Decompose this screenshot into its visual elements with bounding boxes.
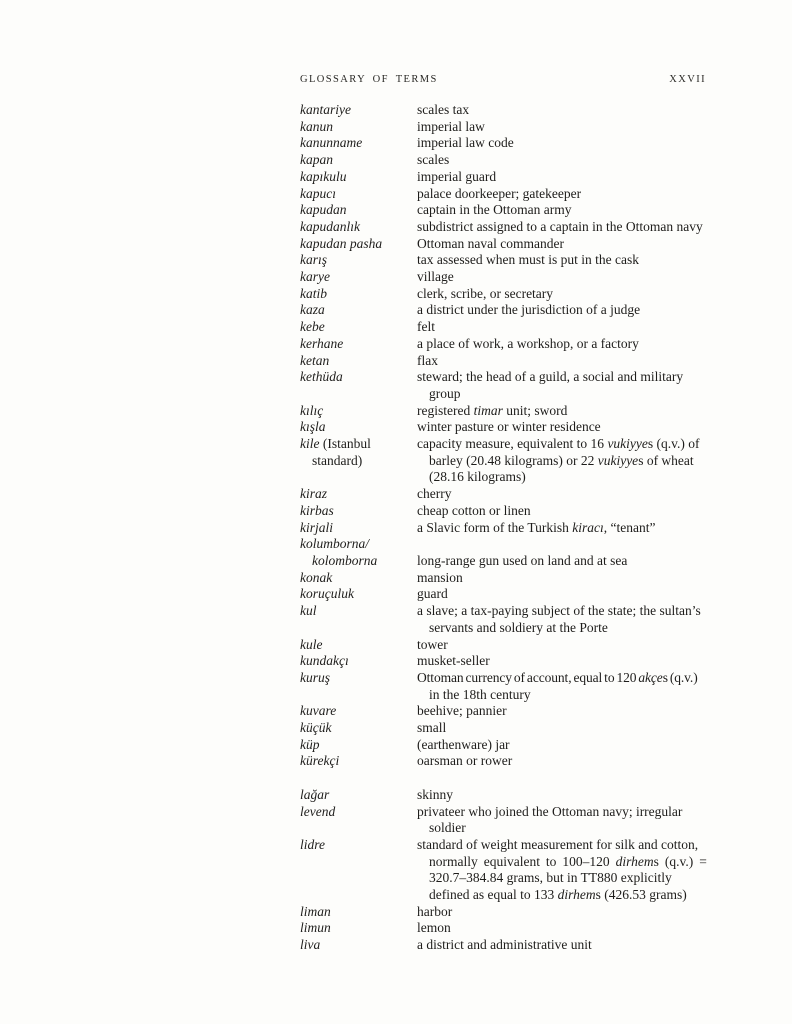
definition-text: village: [417, 269, 454, 285]
glossary-entry: [300, 436, 710, 486]
term-text: kanun: [300, 118, 333, 134]
running-header-title: GLOSSARY OF TERMS: [300, 74, 438, 85]
glossary-entry: [300, 369, 710, 402]
definition-text: mansion: [417, 569, 463, 585]
glossary-definition: [417, 586, 710, 603]
glossary-entry: [300, 637, 710, 654]
glossary-definition: [417, 119, 710, 136]
glossary-entry: [300, 503, 710, 520]
glossary-term: [300, 837, 417, 854]
glossary-term: [300, 436, 417, 469]
glossary-definition: [417, 904, 710, 921]
glossary-definition: [417, 102, 710, 119]
term-text: kundakçı: [300, 653, 349, 669]
glossary-term: [300, 135, 417, 152]
term-text: kaza: [300, 302, 325, 318]
glossary-definition: [417, 419, 710, 436]
definition-text: imperial law: [417, 118, 485, 134]
glossary-term: [300, 353, 417, 370]
glossary-term: [300, 753, 417, 770]
definition-text: small: [417, 720, 447, 736]
glossary-term: [300, 787, 417, 804]
definition-text: imperial guard: [417, 168, 497, 184]
glossary-definition: [417, 336, 710, 353]
definition-text: group: [429, 385, 461, 401]
glossary-entry: [300, 737, 710, 754]
term-text: kürekçi: [300, 753, 340, 769]
glossary-term: [300, 119, 417, 136]
page-number: XXVII: [669, 74, 706, 85]
definition-text: soldier: [429, 820, 466, 836]
glossary-entry: [300, 186, 710, 203]
glossary-term: [300, 937, 417, 954]
glossary-entry: [300, 135, 710, 152]
definition-text: steward; the head of a guild, a social and military: [417, 369, 684, 385]
definition-text: (earthenware) jar: [417, 736, 510, 752]
term-text: kanunname: [300, 135, 363, 151]
term-text: kapudan: [300, 202, 347, 218]
glossary-definition: [417, 353, 710, 370]
glossary-term: [300, 286, 417, 303]
glossary-definition: [417, 169, 710, 186]
definition-text: skinny: [417, 786, 454, 802]
term-text: küçük: [300, 720, 332, 736]
term-text: kerhane: [300, 335, 344, 351]
glossary-entry: [300, 336, 710, 353]
glossary-entry: [300, 653, 710, 670]
definition-text: flax: [417, 352, 438, 368]
glossary-definition: [417, 670, 710, 703]
glossary-definition: [417, 804, 710, 837]
glossary-term: [300, 419, 417, 436]
glossary-term: [300, 369, 417, 386]
glossary-definition: [417, 269, 710, 286]
term-text: kantariye: [300, 102, 351, 117]
glossary-definition: [417, 520, 710, 537]
glossary-definition: [417, 319, 710, 336]
term-text: kebe: [300, 319, 325, 335]
glossary-term: [300, 804, 417, 821]
definition-text: servants and soldiery at the Porte: [429, 619, 608, 635]
term-text: küp: [300, 736, 320, 752]
glossary-definition: [417, 286, 710, 303]
term-text: kirjali: [300, 519, 333, 535]
definition-text: cheap cotton or linen: [417, 502, 531, 518]
glossary-definition: [417, 703, 710, 720]
glossary-definition: [417, 753, 710, 770]
definition-text: scales: [417, 152, 450, 168]
glossary-entry: [300, 152, 710, 169]
glossary-definition: [417, 536, 710, 569]
term-text: liva: [300, 937, 321, 953]
glossary-definition: [417, 236, 710, 253]
glossary-entry: [300, 603, 710, 636]
glossary-term: [300, 920, 417, 937]
term-text: kile (Istanbul: [300, 436, 371, 452]
term-text: kolumborna/: [300, 536, 369, 552]
term-text: liman: [300, 903, 331, 919]
term-text: kiraz: [300, 486, 327, 502]
glossary-term: [300, 670, 417, 687]
glossary-entry: [300, 236, 710, 253]
definition-text: capacity measure, equivalent to 16 vukiyyes (q.v.) of: [417, 436, 700, 452]
glossary-definition: [417, 436, 710, 486]
term-text: kuruş: [300, 669, 330, 685]
glossary-entry: [300, 353, 710, 370]
definition-text: a district and administrative unit: [417, 937, 592, 953]
glossary-entry: [300, 536, 710, 569]
glossary-definition: [417, 837, 710, 904]
definition-text: musket-seller: [417, 653, 490, 669]
definition-text: winter pasture or winter residence: [417, 419, 601, 435]
glossary-term: [300, 720, 417, 737]
definition-text: scales tax: [417, 102, 470, 117]
term-text: katib: [300, 285, 327, 301]
glossary-term: [300, 403, 417, 420]
glossary-term: [300, 269, 417, 286]
definition-text: a Slavic form of the Turkish kiracı, “tenant”: [417, 519, 656, 535]
term-text: kapudan pasha: [300, 235, 383, 251]
glossary-entry: [300, 302, 710, 319]
glossary-entry: [300, 252, 710, 269]
term-text: levend: [300, 803, 336, 819]
glossary-entry: [300, 102, 710, 119]
definition-text: in the 18th century: [429, 686, 531, 702]
glossary-term: [300, 520, 417, 537]
term-text: kolomborna: [312, 552, 378, 568]
glossary-definition: [417, 486, 710, 503]
glossary-term: [300, 737, 417, 754]
glossary-definition: [417, 720, 710, 737]
definition-text: 320.7–384.84 grams, but in TT880 explicitly: [429, 870, 672, 886]
glossary-definition: [417, 653, 710, 670]
glossary-definition: [417, 570, 710, 587]
glossary-definition: [417, 302, 710, 319]
glossary-term: [300, 219, 417, 236]
definition-text: defined as equal to 133 dirhems (426.53 grams): [429, 887, 687, 903]
glossary-definition: [417, 737, 710, 754]
term-text: kapıkulu: [300, 168, 347, 184]
definition-text: standard of weight measurement for silk and cotton,: [417, 836, 699, 852]
glossary-term: [300, 186, 417, 203]
definition-text: a slave; a tax-paying subject of the state; the sultan’s: [417, 603, 701, 619]
glossary-definition: [417, 202, 710, 219]
glossary-entry: [300, 586, 710, 603]
glossary-term: [300, 152, 417, 169]
term-text: kuvare: [300, 703, 337, 719]
glossary-term: [300, 486, 417, 503]
glossary-definition: [417, 503, 710, 520]
glossary-definition: [417, 135, 710, 152]
glossary-entry: [300, 703, 710, 720]
term-text: kapudanlık: [300, 218, 360, 234]
term-text: limun: [300, 920, 331, 936]
glossary-definition: [417, 937, 710, 954]
glossary-definition: [417, 787, 710, 804]
glossary-term: [300, 536, 417, 569]
definition-text: oarsman or rower: [417, 753, 513, 769]
term-text: lağar: [300, 786, 330, 802]
glossary-entry: [300, 286, 710, 303]
glossary-term: [300, 202, 417, 219]
glossary-entry: [300, 904, 710, 921]
definition-text: cherry: [417, 486, 452, 502]
term-text: lidre: [300, 836, 325, 852]
glossary-term: [300, 637, 417, 654]
term-text: koruçuluk: [300, 586, 354, 602]
definition-text: barley (20.48 kilograms) or 22 vukiyyes of wheat: [429, 452, 694, 468]
glossary-definition: [417, 186, 710, 203]
glossary-definition: [417, 637, 710, 654]
glossary-term: [300, 586, 417, 603]
definition-text: (28.16 kilograms): [429, 469, 526, 485]
definition-text: beehive; pannier: [417, 703, 507, 719]
definition-text: tower: [417, 636, 448, 652]
glossary-entry: [300, 570, 710, 587]
glossary-entry: [300, 219, 710, 236]
glossary-entry: [300, 119, 710, 136]
term-text: kışla: [300, 419, 326, 435]
glossary-entry: [300, 269, 710, 286]
glossary-entry: [300, 937, 710, 954]
term-text: kul: [300, 603, 317, 619]
glossary-term: [300, 904, 417, 921]
definition-text: long-range gun used on land and at sea: [417, 552, 628, 568]
definition-text: registered timar unit; sword: [417, 402, 568, 418]
glossary-entry: [300, 920, 710, 937]
glossary-entry: [300, 753, 710, 770]
glossary-term: [300, 336, 417, 353]
glossary-term: [300, 653, 417, 670]
definition-text: guard: [417, 586, 448, 602]
glossary-term: [300, 169, 417, 186]
definition-text: clerk, scribe, or secretary: [417, 285, 554, 301]
glossary-term: [300, 236, 417, 253]
glossary-definition: [417, 252, 710, 269]
glossary-definition: [417, 603, 710, 636]
glossary-entry: [300, 837, 710, 904]
glossary-entry: [300, 720, 710, 737]
glossary-definition: [417, 403, 710, 420]
glossary-definition: [417, 369, 710, 402]
definition-text: lemon: [417, 920, 451, 936]
term-text: kılıç: [300, 402, 324, 418]
glossary-entry: [300, 202, 710, 219]
glossary-term: [300, 503, 417, 520]
glossary-term: [300, 302, 417, 319]
definition-text: captain in the Ottoman army: [417, 202, 572, 218]
glossary-term: [300, 102, 417, 119]
definition-text: Ottoman currency of account, equal to 120 akçes (q.v.): [417, 669, 698, 685]
glossary-entry: [300, 403, 710, 420]
glossary-entry: [300, 520, 710, 537]
glossary-term: [300, 603, 417, 620]
definition-text: a district under the jurisdiction of a judge: [417, 302, 641, 318]
glossary-term: [300, 570, 417, 587]
definition-text: subdistrict assigned to a captain in the Ottoman navy: [417, 218, 703, 234]
term-text: kirbas: [300, 502, 334, 518]
glossary-entry: [300, 319, 710, 336]
term-text: konak: [300, 569, 333, 585]
glossary-entry: [300, 670, 710, 703]
definition-text: imperial law code: [417, 135, 514, 151]
glossary-definition: [417, 920, 710, 937]
running-header: [300, 74, 706, 85]
glossary-entry: [300, 169, 710, 186]
definition-text: harbor: [417, 903, 453, 919]
definition-text: tax assessed when must is put in the cask: [417, 252, 639, 268]
definition-text: palace doorkeeper; gatekeeper: [417, 185, 582, 201]
term-text: kapan: [300, 152, 333, 168]
glossary-entry: [300, 804, 710, 837]
glossary-term: [300, 703, 417, 720]
term-text: ketan: [300, 352, 330, 368]
glossary-entry: [300, 486, 710, 503]
definition-text: felt: [417, 319, 435, 335]
definition-text: Ottoman naval commander: [417, 235, 564, 251]
definition-text: normally equivalent to 100–120 dirhems (q.v.) =: [429, 853, 707, 869]
term-text: karye: [300, 269, 330, 285]
definition-text: a place of work, a workshop, or a factory: [417, 335, 639, 351]
term-text: karış: [300, 252, 327, 268]
glossary-entry: [300, 419, 710, 436]
glossary-definition: [417, 152, 710, 169]
glossary-term: [300, 319, 417, 336]
definition-text: privateer who joined the Ottoman navy; irregular: [417, 803, 683, 819]
term-text: kethüda: [300, 369, 343, 385]
term-text: standard): [312, 452, 363, 468]
glossary-entry: [300, 787, 710, 804]
term-text: kapucı: [300, 185, 336, 201]
glossary-definition: [417, 219, 710, 236]
glossary-term: [300, 252, 417, 269]
glossary-list: [300, 102, 710, 954]
term-text: kule: [300, 636, 323, 652]
